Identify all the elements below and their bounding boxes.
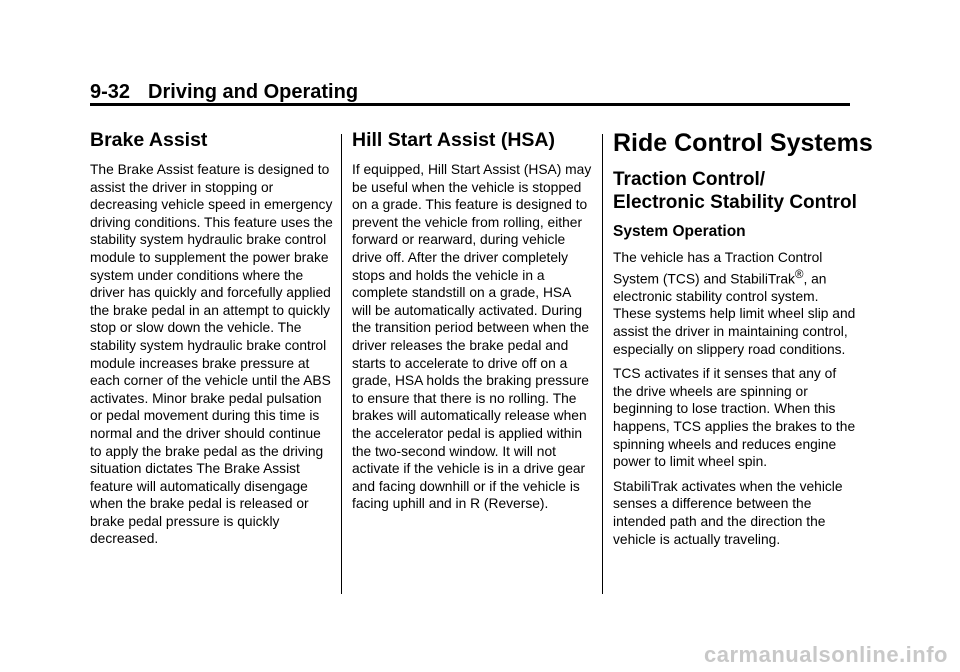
paragraph-system-operation [613, 249, 858, 358]
paragraph-text: , an electronic stability control system. These systems help limit wheel slip and assist the driver in maintaining control, especially on slippery road conditions. [613, 271, 856, 357]
paragraph-tcs: TCS activates if it senses that any of the drive wheels are spinning or beginning to lose traction. When this happens, TCS applies the brakes to the spinning wheels and reduces engine power to limit wheel spin. [613, 366, 856, 470]
watermark: carmanualsonline.info [704, 642, 948, 667]
section-heading-brake-assist: Brake Assist [90, 129, 208, 151]
subheading-system-operation: System Operation [613, 223, 746, 240]
column-brake-assist [90, 128, 336, 555]
paragraph-brake-assist: The Brake Assist feature is designed to assist the driver in stopping or decreasing vehicle speed in emergency driving conditions. This feature uses the stability system hydraulic brake control module to supplement the power brake system under conditions where the driver has quickly and forcefully applied the brake pedal in an attempt to quickly stop or slow down the vehicle. The stability system hydraulic brake control module increases brake pressure at each corner of the vehicle until the ABS activates. Minor brake pedal pulsation or pedal movement during this time is normal and the driver should continue to apply the brake pedal as the driving situation dictates The Brake Assist feature will automatically disengage when the brake pedal is released or brake pedal pressure is quickly decreased. [90, 162, 333, 547]
chapter-title: Driving and Operating [148, 81, 359, 103]
section-heading-hill-start-assist: Hill Start Assist (HSA) [352, 129, 555, 151]
section-heading-traction-control: Traction Control/ Electronic Stability Control [613, 169, 857, 213]
page-header [90, 80, 358, 104]
paragraph-stabilitrak: StabiliTrak activates when the vehicle senses a difference between the intended path and the direction the vehicle is actually traveling. [613, 478, 843, 547]
paragraph-text: The vehicle has a Traction Control System (TCS) and StabiliTrak [613, 250, 823, 287]
paragraph-hill-start-assist: If equipped, Hill Start Assist (HSA) may be useful when the vehicle is stopped on a grade. This feature is designed to prevent the vehicle from rolling, either forward or rearward, during vehicle drive off. After the driver completely stops and holds the vehicle in a complete standstill on a grade, HSA will be automatically activated. During the transition period between when the driver releases the brake pedal and starts to accelerate to drive off on a grade, HSA holds the braking pressure to ensure that there is no rolling. The brakes will automatically release when the accelerator pedal is applied within the two-second window. It will not activate if the vehicle is in a drive gear and facing downhill or if the vehicle is facing uphill and in R (Reverse). [352, 162, 592, 512]
column-divider [602, 134, 603, 594]
column-divider [341, 134, 342, 594]
header-rule [90, 103, 850, 106]
page-number: 9-32 [90, 81, 131, 103]
column-ride-control [613, 128, 873, 555]
chapter-heading-ride-control: Ride Control Systems [613, 129, 873, 157]
registered-mark: ® [794, 268, 804, 281]
column-hill-start-assist [352, 128, 592, 520]
